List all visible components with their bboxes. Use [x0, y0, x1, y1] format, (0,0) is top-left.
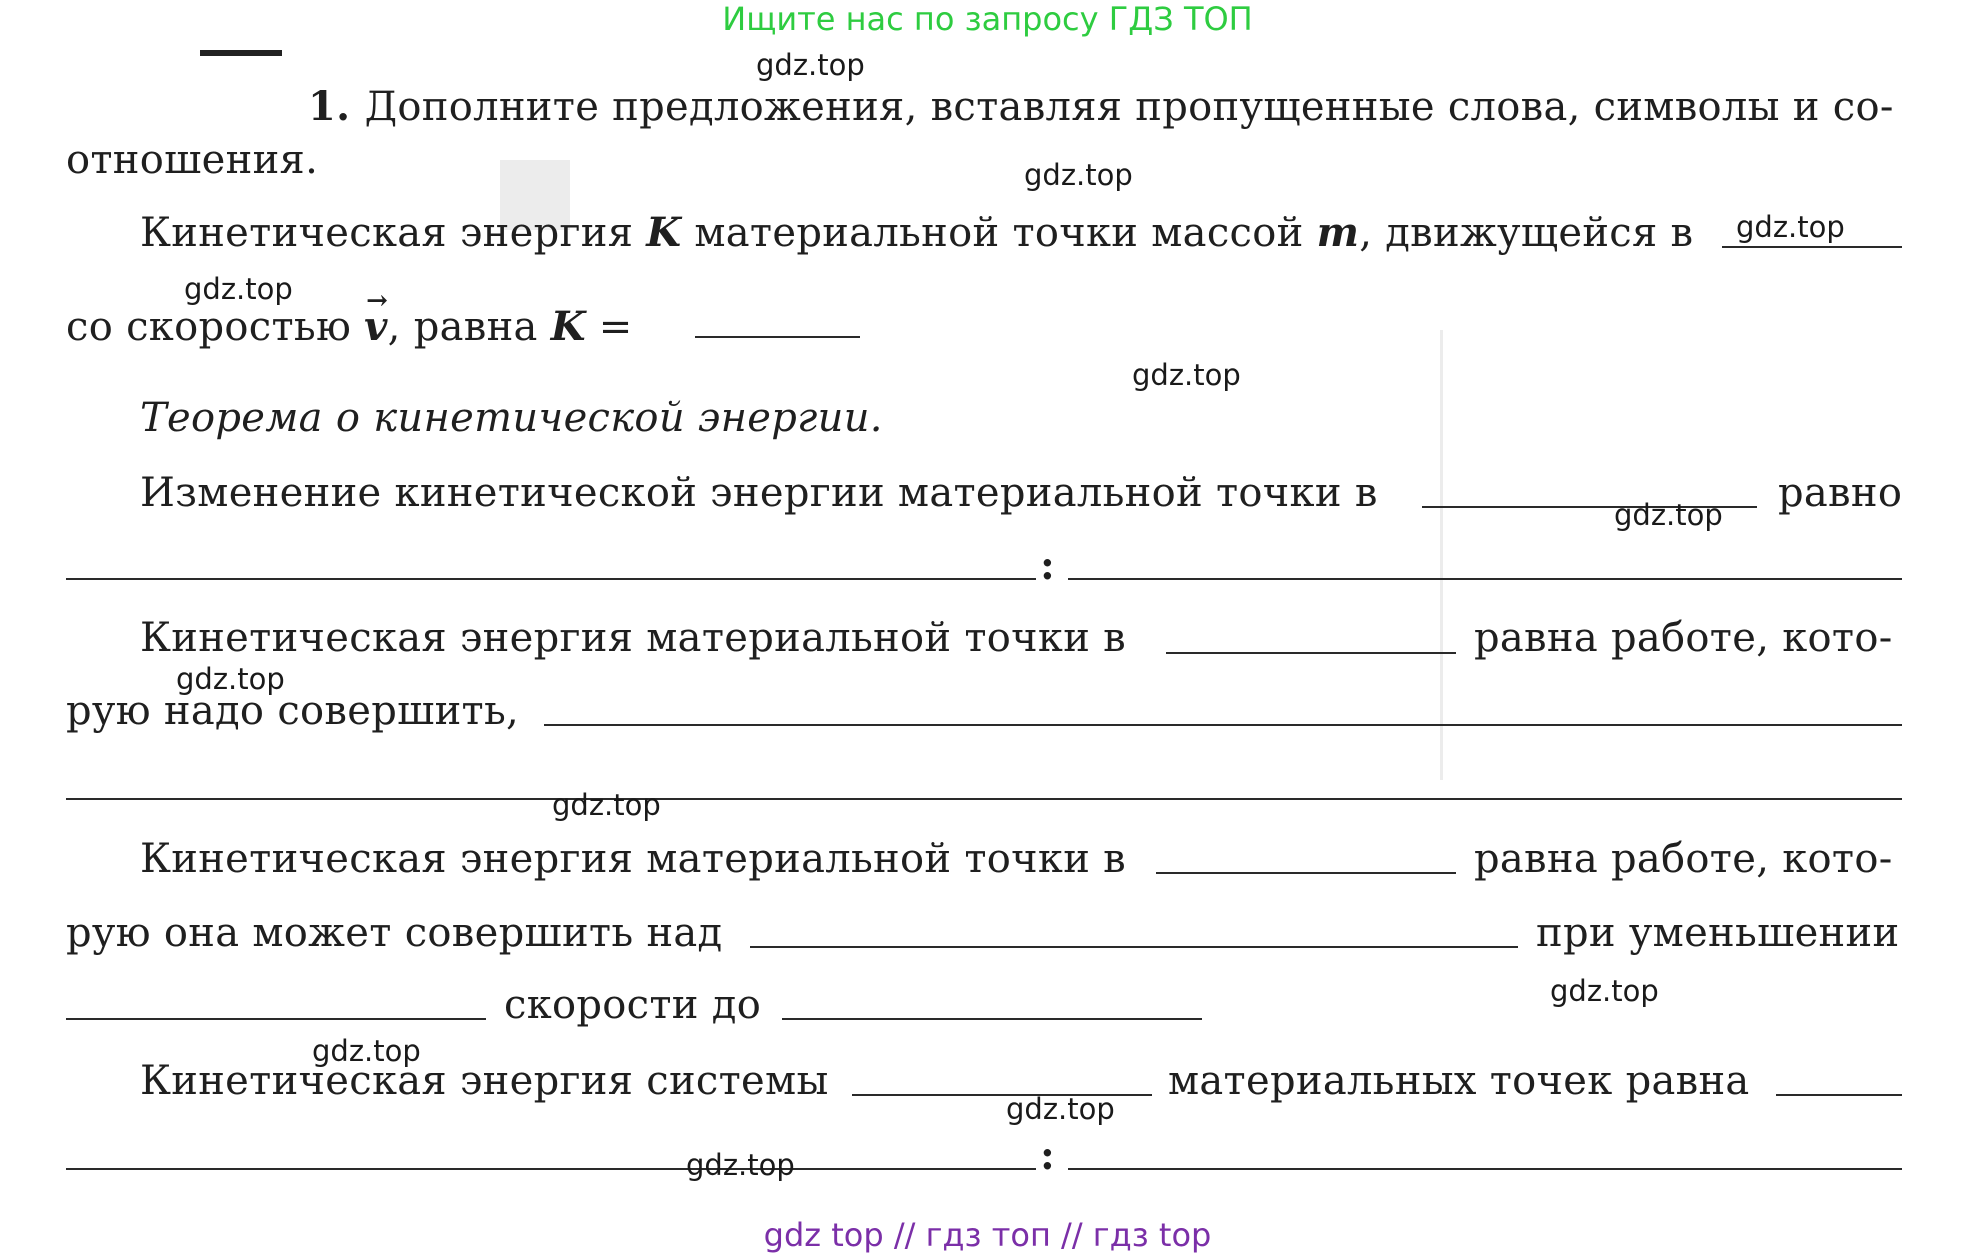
statement-3-line-2	[66, 910, 722, 956]
watermark: gdz.top	[686, 1148, 795, 1182]
text-fragment: равна работе, кото-	[1474, 836, 1893, 882]
watermark: gdz.top	[312, 1034, 421, 1068]
symbol-K: K	[646, 209, 682, 256]
blank-theorem-equal-to[interactable]	[66, 578, 1036, 580]
velocity-vector-symbol: → v	[364, 304, 388, 350]
statement-3-line-2-end	[1536, 910, 1899, 956]
text-fragment: со скоростью	[66, 304, 365, 350]
task-intro-text: Дополните предложения, вставляя пропущенные слова, символы и со-	[364, 84, 1894, 130]
text-fragment: скорости до	[504, 982, 762, 1028]
watermark: gdz.top	[1006, 1092, 1115, 1126]
blank-s3-frame[interactable]	[1156, 872, 1456, 874]
statement-4-line-1	[140, 1058, 829, 1104]
watermark: gdz.top	[1736, 210, 1845, 244]
statement-2-line-1	[140, 615, 1126, 661]
text-fragment: Кинетическая энергия материальной точки в	[140, 836, 1126, 882]
theorem-line-1	[140, 470, 1378, 516]
search-banner[interactable]: Ищите нас по запросу ГДЗ ТОП	[722, 0, 1253, 38]
statement-4-colon: :	[1040, 1132, 1055, 1179]
text-fragment: Кинетическая энергия системы	[140, 1058, 829, 1104]
blank-s3-object[interactable]	[750, 946, 1518, 948]
statement-3-line-1-end	[1474, 836, 1893, 882]
symbol-K: K	[550, 303, 586, 350]
text-fragment: равна работе, кото-	[1474, 615, 1893, 661]
blank-s3-speed-value[interactable]	[782, 1018, 1202, 1020]
text-fragment: материальной точки массой	[681, 210, 1317, 256]
text-fragment: Изменение кинетической энергии материальной точки в	[140, 470, 1378, 516]
statement-2-line-2	[66, 688, 519, 734]
blank-s4-equal[interactable]	[1776, 1094, 1902, 1096]
blank-motion-frame[interactable]	[1722, 246, 1902, 248]
watermark: gdz.top	[756, 48, 865, 82]
watermark: gdz.top	[1024, 158, 1133, 192]
statement-3-line-1	[140, 836, 1126, 882]
watermark: gdz.top	[1132, 358, 1241, 392]
blank-kinetic-formula[interactable]	[695, 336, 860, 338]
task-intro-line-2	[66, 137, 318, 183]
task-intro-text-2: отношения.	[66, 137, 319, 183]
text-fragment: , движущейся в	[1359, 210, 1694, 256]
text-fragment: рую надо совершить,	[66, 688, 520, 734]
kinetic-energy-line-2	[66, 304, 633, 350]
watermark: gdz.top	[552, 788, 661, 822]
blank-s4-formula[interactable]	[1068, 1168, 1902, 1170]
task-intro-line-1	[308, 84, 1894, 130]
bleed-through-rule	[1440, 330, 1443, 780]
statement-2-line-1-end	[1474, 615, 1893, 661]
watermark: gdz.top	[176, 662, 285, 696]
kinetic-energy-line-1	[140, 210, 1693, 256]
symbol-m: m	[1316, 209, 1360, 256]
text-fragment: , равна	[387, 304, 551, 350]
task-number: 1.	[308, 83, 351, 130]
watermark: gdz.top	[1550, 974, 1659, 1008]
theorem-title-text: Теорема о кинетической энергии.	[140, 395, 883, 441]
text-fragment: материальных точек равна	[1168, 1058, 1750, 1104]
text-fragment: при уменьшении	[1536, 910, 1900, 956]
equals-sign: =	[585, 304, 633, 350]
blank-s4-sum[interactable]	[66, 1168, 1036, 1170]
text-fragment: Кинетическая энергия	[140, 210, 647, 256]
corner-marker	[200, 50, 282, 56]
theorem-line-1-end	[1778, 470, 1902, 516]
blank-s3-speed[interactable]	[66, 1018, 486, 1020]
blank-theorem-formula[interactable]	[1068, 578, 1902, 580]
blank-s2-work-continued[interactable]	[66, 798, 1902, 800]
watermark: gdz.top	[184, 272, 293, 306]
statement-3-line-3	[504, 982, 761, 1028]
blank-s2-frame[interactable]	[1166, 652, 1456, 654]
text-fragment: рую она может совершить над	[66, 910, 723, 956]
theorem-title	[140, 395, 883, 441]
statement-4-line-1-mid	[1168, 1058, 1750, 1104]
theorem-colon: :	[1040, 542, 1055, 589]
watermark: gdz.top	[1614, 498, 1723, 532]
footer-banner[interactable]: gdz top // гдз топ // гдз top	[763, 1216, 1212, 1254]
text-fragment: Кинетическая энергия материальной точки в	[140, 615, 1126, 661]
blank-s2-work[interactable]	[544, 724, 1902, 726]
text-fragment: равно	[1778, 470, 1903, 516]
